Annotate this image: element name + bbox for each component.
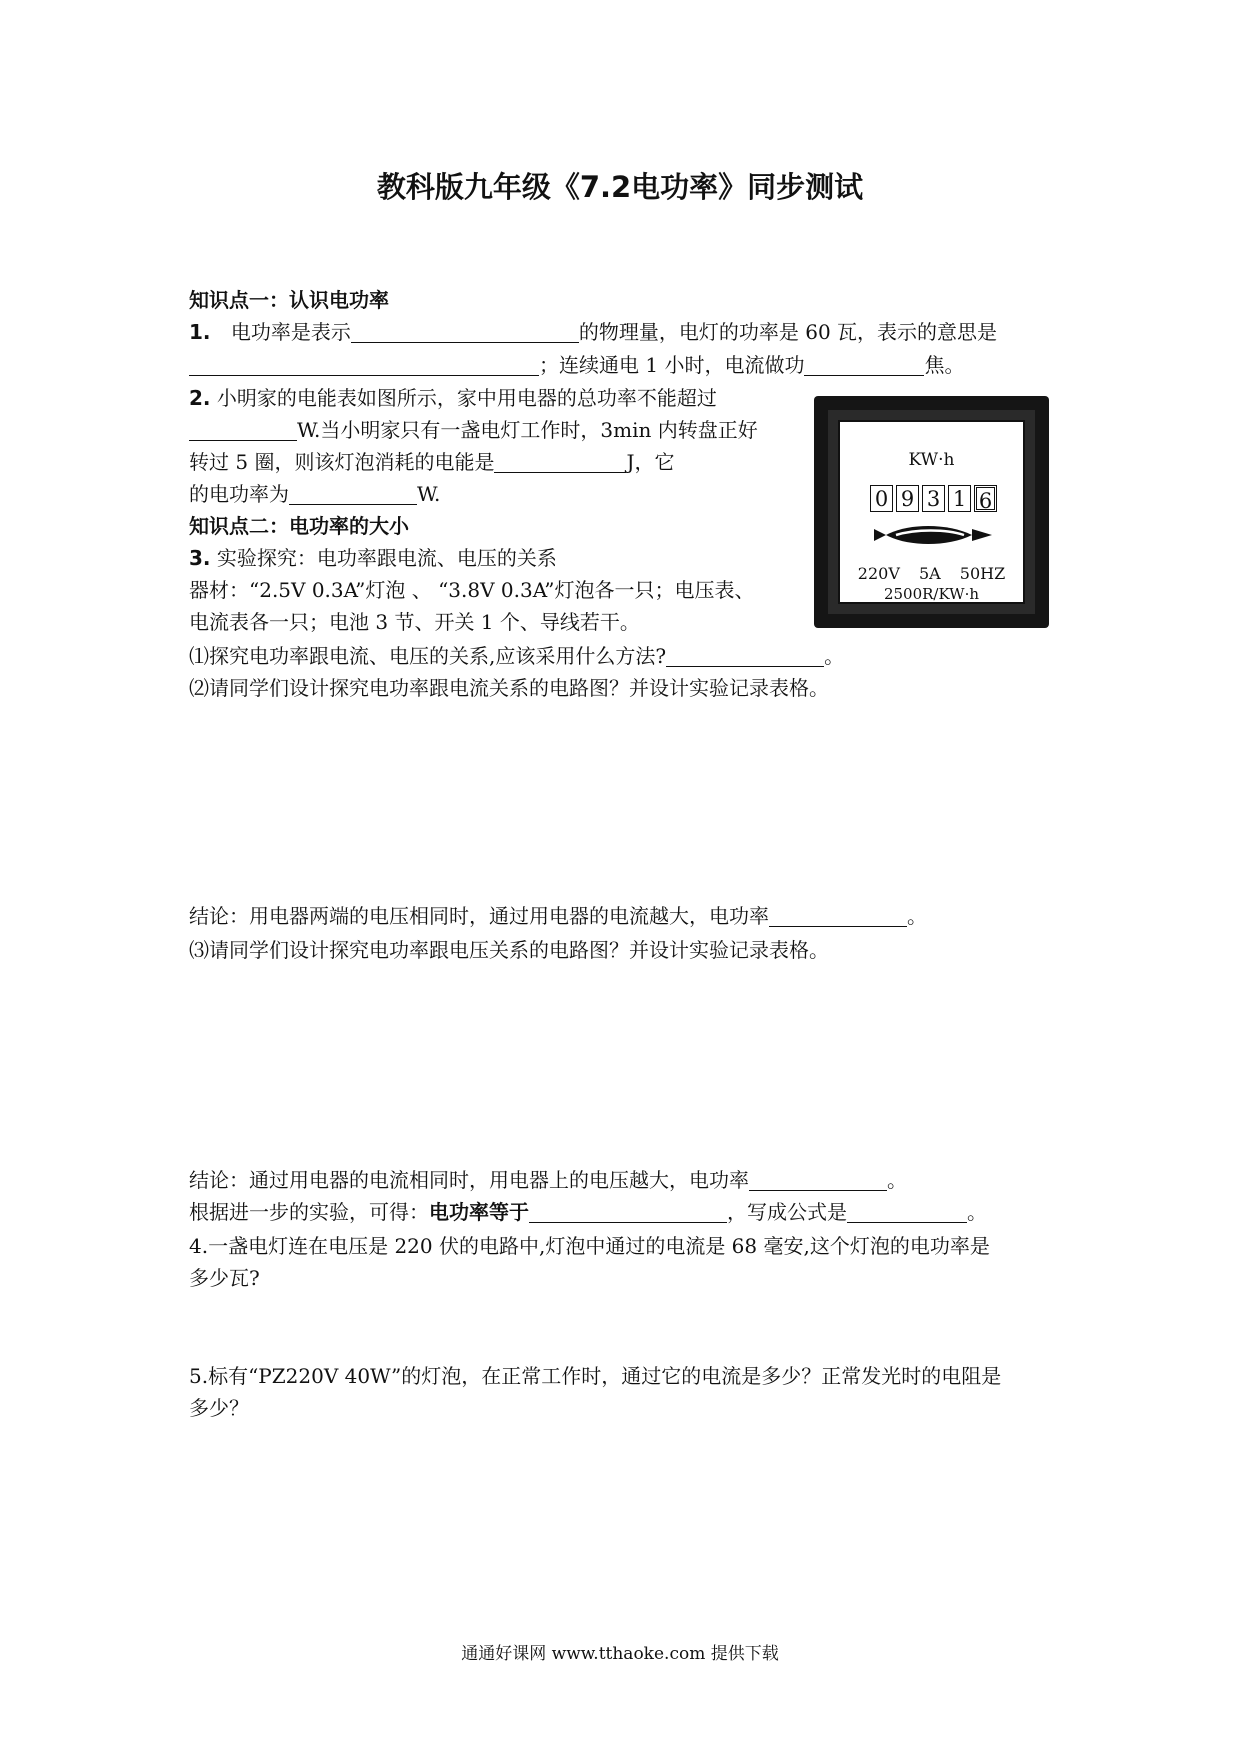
meter-frame: [828, 410, 1035, 614]
meter-digit: 3: [922, 485, 945, 512]
q2-line3: [189, 450, 674, 474]
q1-line1: [189, 320, 997, 344]
section1-heading: 知识点一：认识电功率: [189, 288, 389, 312]
q3-sub1: [189, 644, 844, 668]
q2-blank-3[interactable]: [289, 484, 417, 505]
q1-blank-3[interactable]: [804, 355, 924, 376]
q3-line3: 电流表各一只；电池 3 节、开关 1 个、导线若干。: [189, 610, 640, 634]
q3-text-1: 实验探究：电功率跟电流、电压的关系: [216, 546, 557, 570]
q3-sub1-blank[interactable]: [666, 646, 824, 667]
q3-further-text: 根据进一步的实验，可得：: [189, 1200, 429, 1224]
q3-concl1-end: 。: [907, 904, 927, 928]
q4-line2: 多少瓦?: [189, 1266, 260, 1290]
q3-concl2-text: 结论：通过用电器的电流相同时，用电器上的电压越大，电功率: [189, 1168, 749, 1192]
q2-line2: [189, 418, 758, 442]
q3-further-blank-2[interactable]: [847, 1202, 967, 1223]
q3-further: [189, 1200, 987, 1224]
section2-heading: 知识点二：电功率的大小: [189, 514, 409, 538]
q4-line1: 4.一盏电灯连在电压是 220 伏的电路中,灯泡中通过的电流是 68 毫安,这个灯泡的电功率是: [189, 1234, 990, 1258]
q3-line1: [189, 546, 557, 570]
q2-text-3: 转过 5 圈，则该灯泡消耗的电能是: [189, 450, 495, 474]
q3-conclusion2: [189, 1168, 907, 1192]
q2-blank-1[interactable]: [189, 420, 297, 441]
q2-text-6: W.: [417, 482, 441, 506]
q3-line2: 器材：“2.5V 0.3A”灯泡 、 “3.8V 0.3A”灯泡各一只；电压表、: [189, 578, 755, 602]
rotating-disc-arrow-icon: [868, 520, 998, 550]
q3-further-bold: 电功率等于: [429, 1200, 529, 1224]
q1-blank-1[interactable]: [351, 322, 579, 343]
q2-text-4: J，它: [626, 450, 675, 474]
q2-number: 2.: [189, 386, 211, 410]
q3-conclusion1: [189, 904, 927, 928]
electric-meter-figure: [814, 396, 1049, 628]
q2-line4: [189, 482, 440, 506]
q5-line2: 多少？: [189, 1396, 249, 1420]
q3-sub1-end: 。: [824, 644, 845, 668]
meter-digit: 9: [896, 485, 919, 512]
meter-digit: 1: [948, 485, 971, 512]
q1-blank-2[interactable]: [189, 355, 539, 376]
q3-concl2-end: 。: [887, 1168, 907, 1192]
page-title: 教科版九年级《7.2电功率》同步测试: [376, 170, 864, 204]
meter-unit: KW·h: [908, 450, 955, 470]
q3-sub2: ⑵请同学们设计探究电功率跟电流关系的电路图？并设计实验记录表格。: [189, 676, 829, 700]
meter-digit: 0: [870, 485, 893, 512]
q2-text-5: 的电功率为: [189, 482, 289, 506]
meter-face: [838, 420, 1025, 604]
meter-digits: [870, 485, 1000, 512]
q3-further-text-2: ，写成公式是: [727, 1200, 847, 1224]
q1-part-b: 的物理量，电灯的功率是 60 瓦，表示的意思是: [578, 320, 998, 344]
q3-further-blank-1[interactable]: [529, 1202, 727, 1223]
q3-concl1-text: 结论：用电器两端的电压相同时，通过用电器的电流越大，电功率: [189, 904, 769, 928]
q1-part-d: 焦。: [924, 353, 965, 377]
q5-line1: 5.标有“PZ220V 40W”的灯泡，在正常工作时，通过它的电流是多少？正常发光时的电阻是: [189, 1364, 1002, 1388]
page-footer: 通通好课网 www.tthaoke.com 提供下载: [461, 1644, 779, 1664]
q2-line1: [189, 386, 717, 410]
q3-further-end: 。: [967, 1200, 987, 1224]
meter-digit-last: 6: [974, 485, 997, 512]
q2-text-1: 小明家的电能表如图所示，家中用电器的总功率不能超过: [216, 386, 717, 410]
q2-blank-2[interactable]: [494, 452, 626, 473]
meter-revolutions: 2500R/KW·h: [883, 585, 980, 603]
q3-sub1-text: ⑴探究电功率跟电流、电压的关系,应该采用什么方法?: [189, 644, 667, 668]
q3-sub3: ⑶请同学们设计探究电功率跟电压关系的电路图？并设计实验记录表格。: [189, 938, 829, 962]
q1-line2: [189, 353, 964, 377]
meter-rating: 220V 5A 50HZ: [857, 564, 1006, 583]
q3-number: 3.: [189, 546, 211, 570]
q3-concl2-blank[interactable]: [749, 1170, 887, 1191]
q1-part-c: ；连续通电 1 小时，电流做功: [539, 353, 805, 377]
q3-concl1-blank[interactable]: [769, 906, 907, 927]
q1-part-a: 电功率是表示: [230, 320, 351, 344]
q2-text-2: W.当小明家只有一盏电灯工作时，3min 内转盘正好: [297, 418, 758, 442]
q1-number: 1.: [189, 320, 211, 344]
